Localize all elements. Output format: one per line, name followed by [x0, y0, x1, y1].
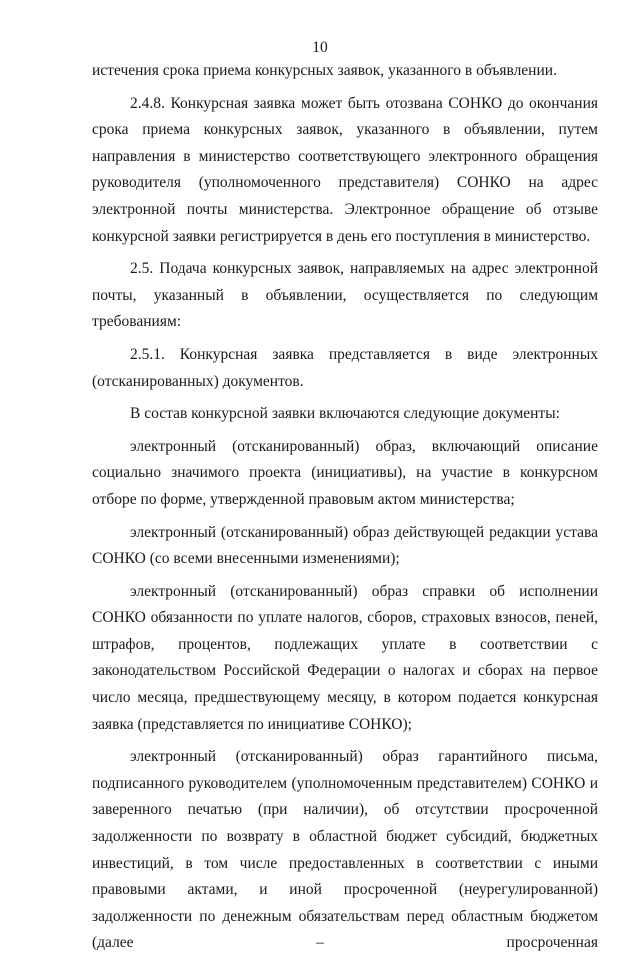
list-item-guarantee-letter: электронный (отсканированный) образ гарантийного письма, подписанного руководителем (уполномоченным представителем) СОНКО и заверенного печатью (при наличии), об отсутствии просроченной задолженности по возврату в областной бюджет субсидий, бюджетных инвестиций, в том числе предоставленных в соответствии с иными правовыми актами, и иной просроченной (неурегулированной) задолженности по денежным обязательствам перед областным бюджетом (далее – просроченная — [92, 748, 598, 952]
list-item-tax-certificate: электронный (отсканированный) образ справки об исполнении СОНКО обязанности по уплате налогов, сборов, страховых взносов, пеней, штрафов, процентов, подлежащих уплате в соответствии с законодательством Российской Федерации о налогах и сборах на первое число месяца, предшествующему месяцу, в котором подается конкурсная заявка (представляется по инициативе СОНКО); — [92, 582, 598, 733]
list-item-project-description: электронный (отсканированный) образ, включающий описание социально значимого проекта (инициативы), на участие в конкурсном отборе по форме, утвержденной правовым актом министерства; — [92, 437, 598, 508]
paragraph-2-4-8: 2.4.8. Конкурсная заявка может быть отозвана СОНКО до окончания срока приема конкурсных заявок, указанного в объявлении, путем направления в министерство соответствующего электронного обращения руководителя (уполномоченного представителя) СОНКО на адрес электронной почты министерства. Электронное обращение об отзыве конкурсной заявки регистрируется в день его поступления в министерство. — [92, 94, 598, 245]
document-body — [92, 58, 598, 957]
page-number: 10 — [312, 39, 328, 56]
paragraph-document-list-intro: В состав конкурсной заявки включаются следующие документы: — [130, 405, 560, 423]
paragraph-2-5: 2.5. Подача конкурсных заявок, направляемых на адрес электронной почты, указанный в объявлении, осуществляется по следующим требованиям: — [92, 260, 598, 331]
list-item-charter: электронный (отсканированный) образ действующей редакции устава СОНКО (со всеми внесенными изменениями); — [92, 523, 598, 568]
paragraph-2-5-1: 2.5.1. Конкурсная заявка представляется в виде электронных (отсканированных) документов. — [92, 345, 598, 390]
paragraph-continuation: истечения срока приема конкурсных заявок, указанного в объявлении. — [92, 62, 557, 79]
